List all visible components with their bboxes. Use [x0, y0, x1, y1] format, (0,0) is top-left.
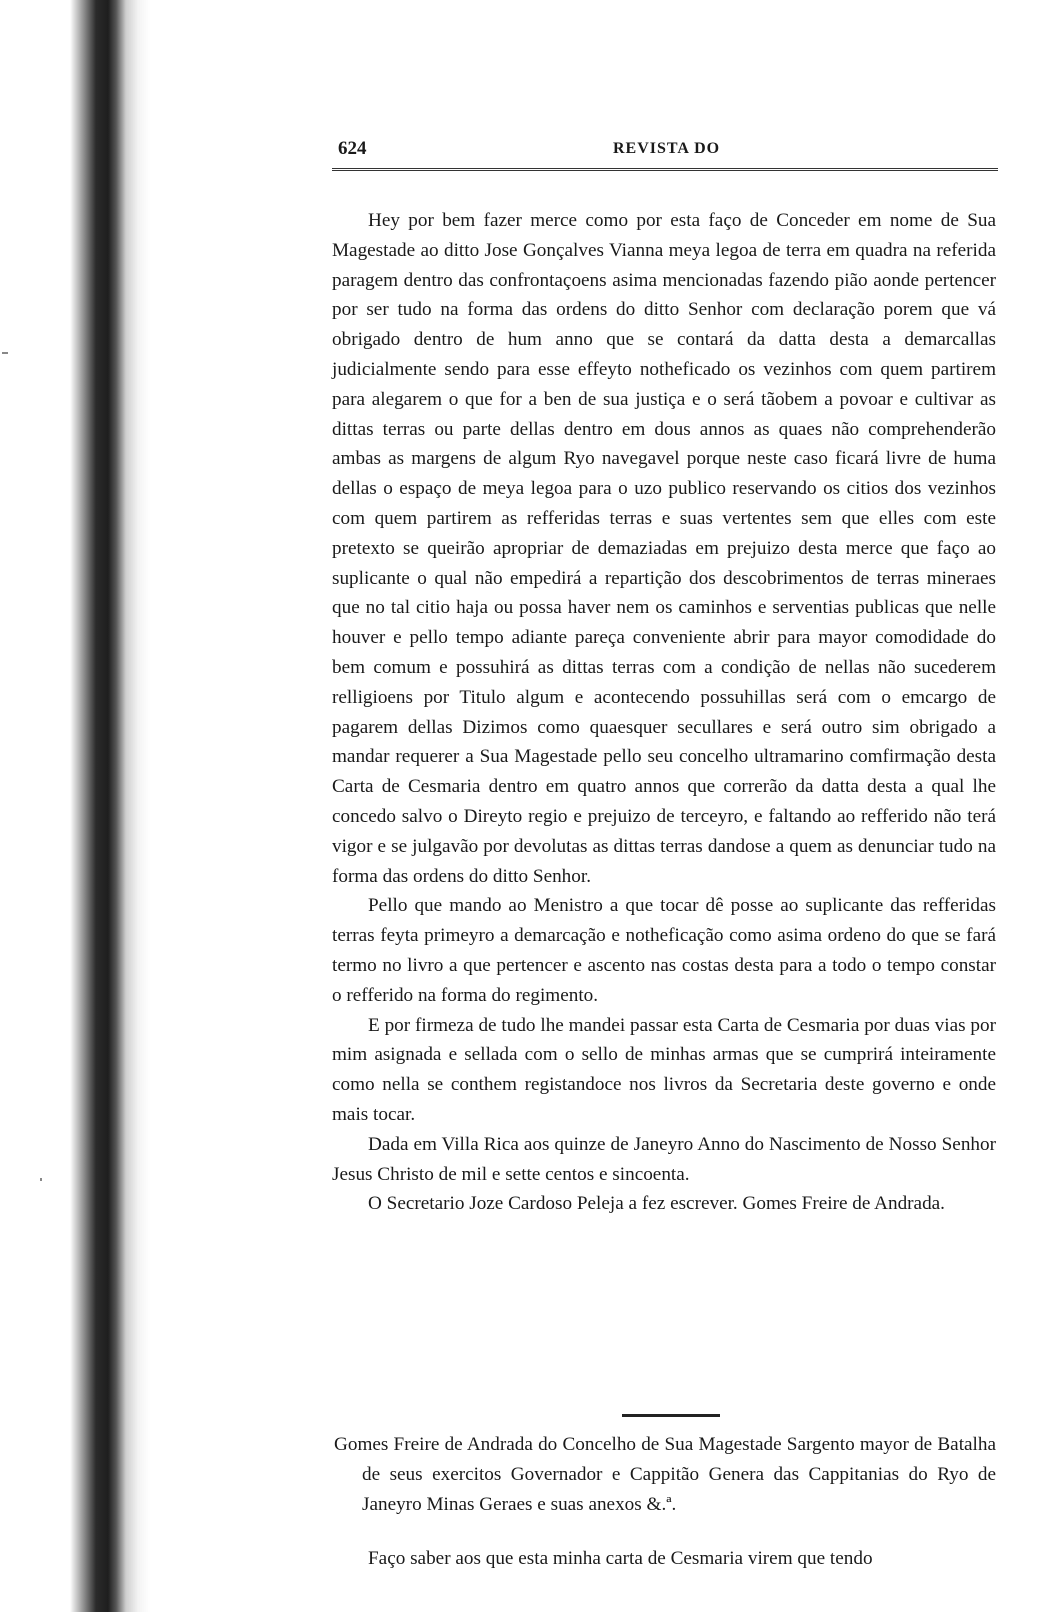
section-divider	[622, 1414, 720, 1417]
book-gutter	[0, 0, 150, 1612]
page-number: 624	[338, 138, 367, 159]
paragraph: E por firmeza de tudo lhe mandei passar esta Carta de Cesmaria por duas vias por mim asignada e sellada com o sello de minhas armas que se cumprirá inteiramente como nella se conthem registandoce nos livros da Secretaria deste governo e onde mais tocar.	[332, 1014, 996, 1125]
paragraph: Pello que mando ao Menistro a que tocar dê posse ao suplicante das refferidas terras feyta primeyro a demarcação e notheficação como asima ordeno do que se fará termo no livro a que pertencer e ascento nas costas desta para a todo o tempo constar o refferido na forma do regimento.	[332, 895, 996, 1006]
running-title: REVISTA DO	[613, 140, 721, 157]
header-rule	[332, 168, 998, 171]
paragraph: O Secretario Joze Cardoso Peleja a fez escrever. Gomes Freire de Andrada.	[368, 1193, 945, 1215]
closing-paragraph: Faço saber aos que esta minha carta de Cesmaria virem que tendo	[368, 1548, 873, 1569]
gutter-mark	[40, 1178, 42, 1181]
paragraph: Dada em Villa Rica aos quinze de Janeyro Anno do Nascimento de Nosso Senhor Jesus Christo de mil e sette centos e sincoenta.	[332, 1133, 996, 1185]
gutter-mark	[2, 352, 8, 354]
body-text	[332, 206, 996, 1219]
document-heading: Gomes Freire de Andrada do Concelho de Sua Magestade Sargento mayor de Batalha de seus exercitos Governador e Cappitão Genera das Cappitanias do Ryo de Janeyro Minas Geraes e suas anexos &.ª.	[334, 1434, 996, 1515]
paragraph: Hey por bem fazer merce como por esta faço de Conceder em nome de Sua Magestade ao ditto Jose Gonçalves Vianna meya legoa de terra em quadra na referida paragem dentro das confrontaçoens asima mencionadas fazendo pião aonde pertencer por ser tudo na forma das ordens do ditto Senhor com declaração porem que vá obrigado dentro de hum anno que se contará da datta desta a demarcallas judicialmente sendo para esse effeyto notheficado os vezinhos com quem partirem para alegarem o que for a ben de sua justiça e o será tãobem a povoar e cultivar as dittas terras ou parte dellas dentro em dous annos as quaes não comprehenderão ambas as margens de algum Ryo navegavel porque neste caso ficará livre de huma dellas o espaço de meya legoa para o uzo publico reservando os citios dos vezinhos com quem partirem as refferidas terras e suas vertentes sem que elles com este pretexto se queirão apropriar de demaziadas em prejuizo desta merce que faço ao suplicante o qual não empedirá a repartição dos descobrimentos de terras mineraes que no tal citio haja ou possa haver nem os caminhos e serventias publicas que nelle houver e pello tempo adiante pareça conveniente abrir para mayor comodidade do bem comum e possuhirá as dittas terras com a condição de nellas não sucederem relligioens por Titulo algum e acontecendo possuhillas será com o emcargo de pagarem dellas Dizimos como quaesquer secullares e será outro sim obrigado a mandar requerer a Sua Magestade pello seu concelho ultramarino comfirmação desta Carta de Cesmaria dentro em quatro annos que correrão da datta desta a qual lhe concedo salvo o Direyto regio e prejuizo de terceyro, e faltando ao refferido não terá vigor e se julgavão por devolutas as dittas terras dandose a quem as denunciar tudo na forma das ordens do ditto Senhor.	[332, 210, 996, 887]
page-header	[338, 138, 988, 164]
